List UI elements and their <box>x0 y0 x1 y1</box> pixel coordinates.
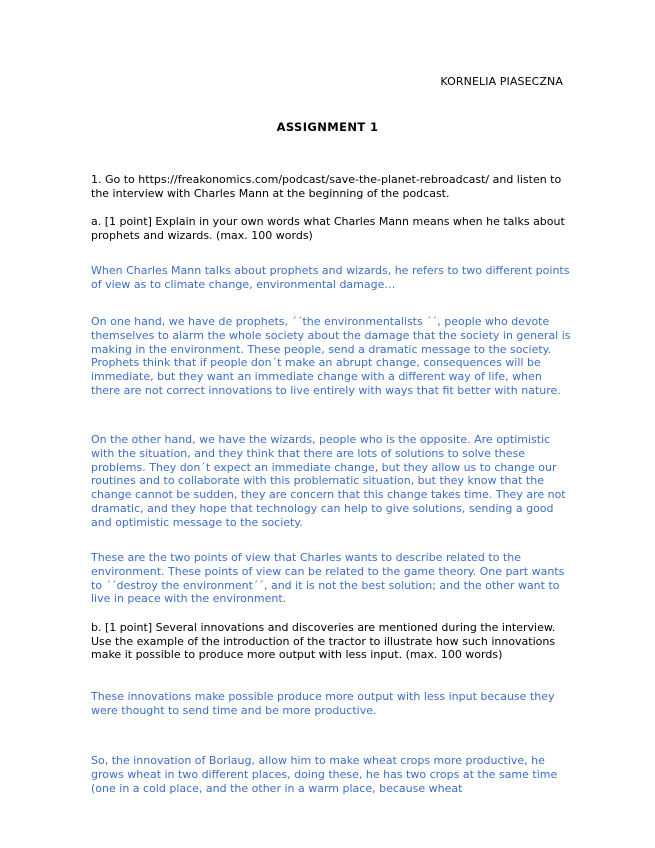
assignment-title: ASSIGNMENT 1 <box>276 120 379 134</box>
question-b-prompt: b. [1 point] Several innovations and discoveries are mentioned during the interview. Use the example of the introduction of the tractor to illustrate how such innovations make it possible to produce more output with less input. (max. 100 words) <box>91 621 556 662</box>
question-1-instruction: 1. Go to https://freakonomics.com/podcast/save-the-planet-rebroadcast/ and listen to the interview with Charles Mann at the beginning of the podcast. <box>91 173 562 200</box>
answer-a-paragraph-3: On the other hand, we have the wizards, people who is the opposite. Are optimistic with the situation, and they think that there are lots of solutions to solve these problems. They don´t expect an immediate change, but they allow us to change our routines and to collaborate with this problematic situation, but they know that the change cannot be sudden, they are concern that this change takes time. They are not dramatic, and they hope that technology can help to give solutions, sending a good and optimistic message to the society. <box>91 433 566 529</box>
answer-b-paragraph-2: So, the innovation of Borlaug, allow him to make wheat crops more productive, he grows wheat in two different places, doing these, he has two crops at the same time (one in a cold place, and the other in a warm place, because wheat <box>91 754 558 795</box>
author-name: KORNELIA PIASECZNA <box>440 75 563 88</box>
answer-b-paragraph-1: These innovations make possible produce more output with less input because they were thought to send time and be more productive. <box>91 690 555 717</box>
answer-a-paragraph-4: These are the two points of view that Charles wants to describe related to the environment. These points of view can be related to the game theory. One part wants to ´´destroy the environment´´, and it is not the best solution; and the other want to live in peace with the environment. <box>91 551 565 606</box>
answer-a-paragraph-1: When Charles Mann talks about prophets and wizards, he refers to two different points of view as to climate change, environmental damage… <box>91 264 570 291</box>
question-a-prompt: a. [1 point] Explain in your own words what Charles Mann means when he talks about prophets and wizards. (max. 100 words) <box>91 215 565 242</box>
answer-a-paragraph-2: On one hand, we have de prophets, ´´the environmentalists ´´, people who devote themselves to alarm the whole society about the damage that the society in general is making in the environment. These people, send a dramatic message to the society. Prophets think that if people don´t make an abrupt change, consequences will be immediate, but they want an immediate change with a different way of life, when there are not correct innovations to live entirely with ways that fit better with nature. <box>91 315 571 397</box>
